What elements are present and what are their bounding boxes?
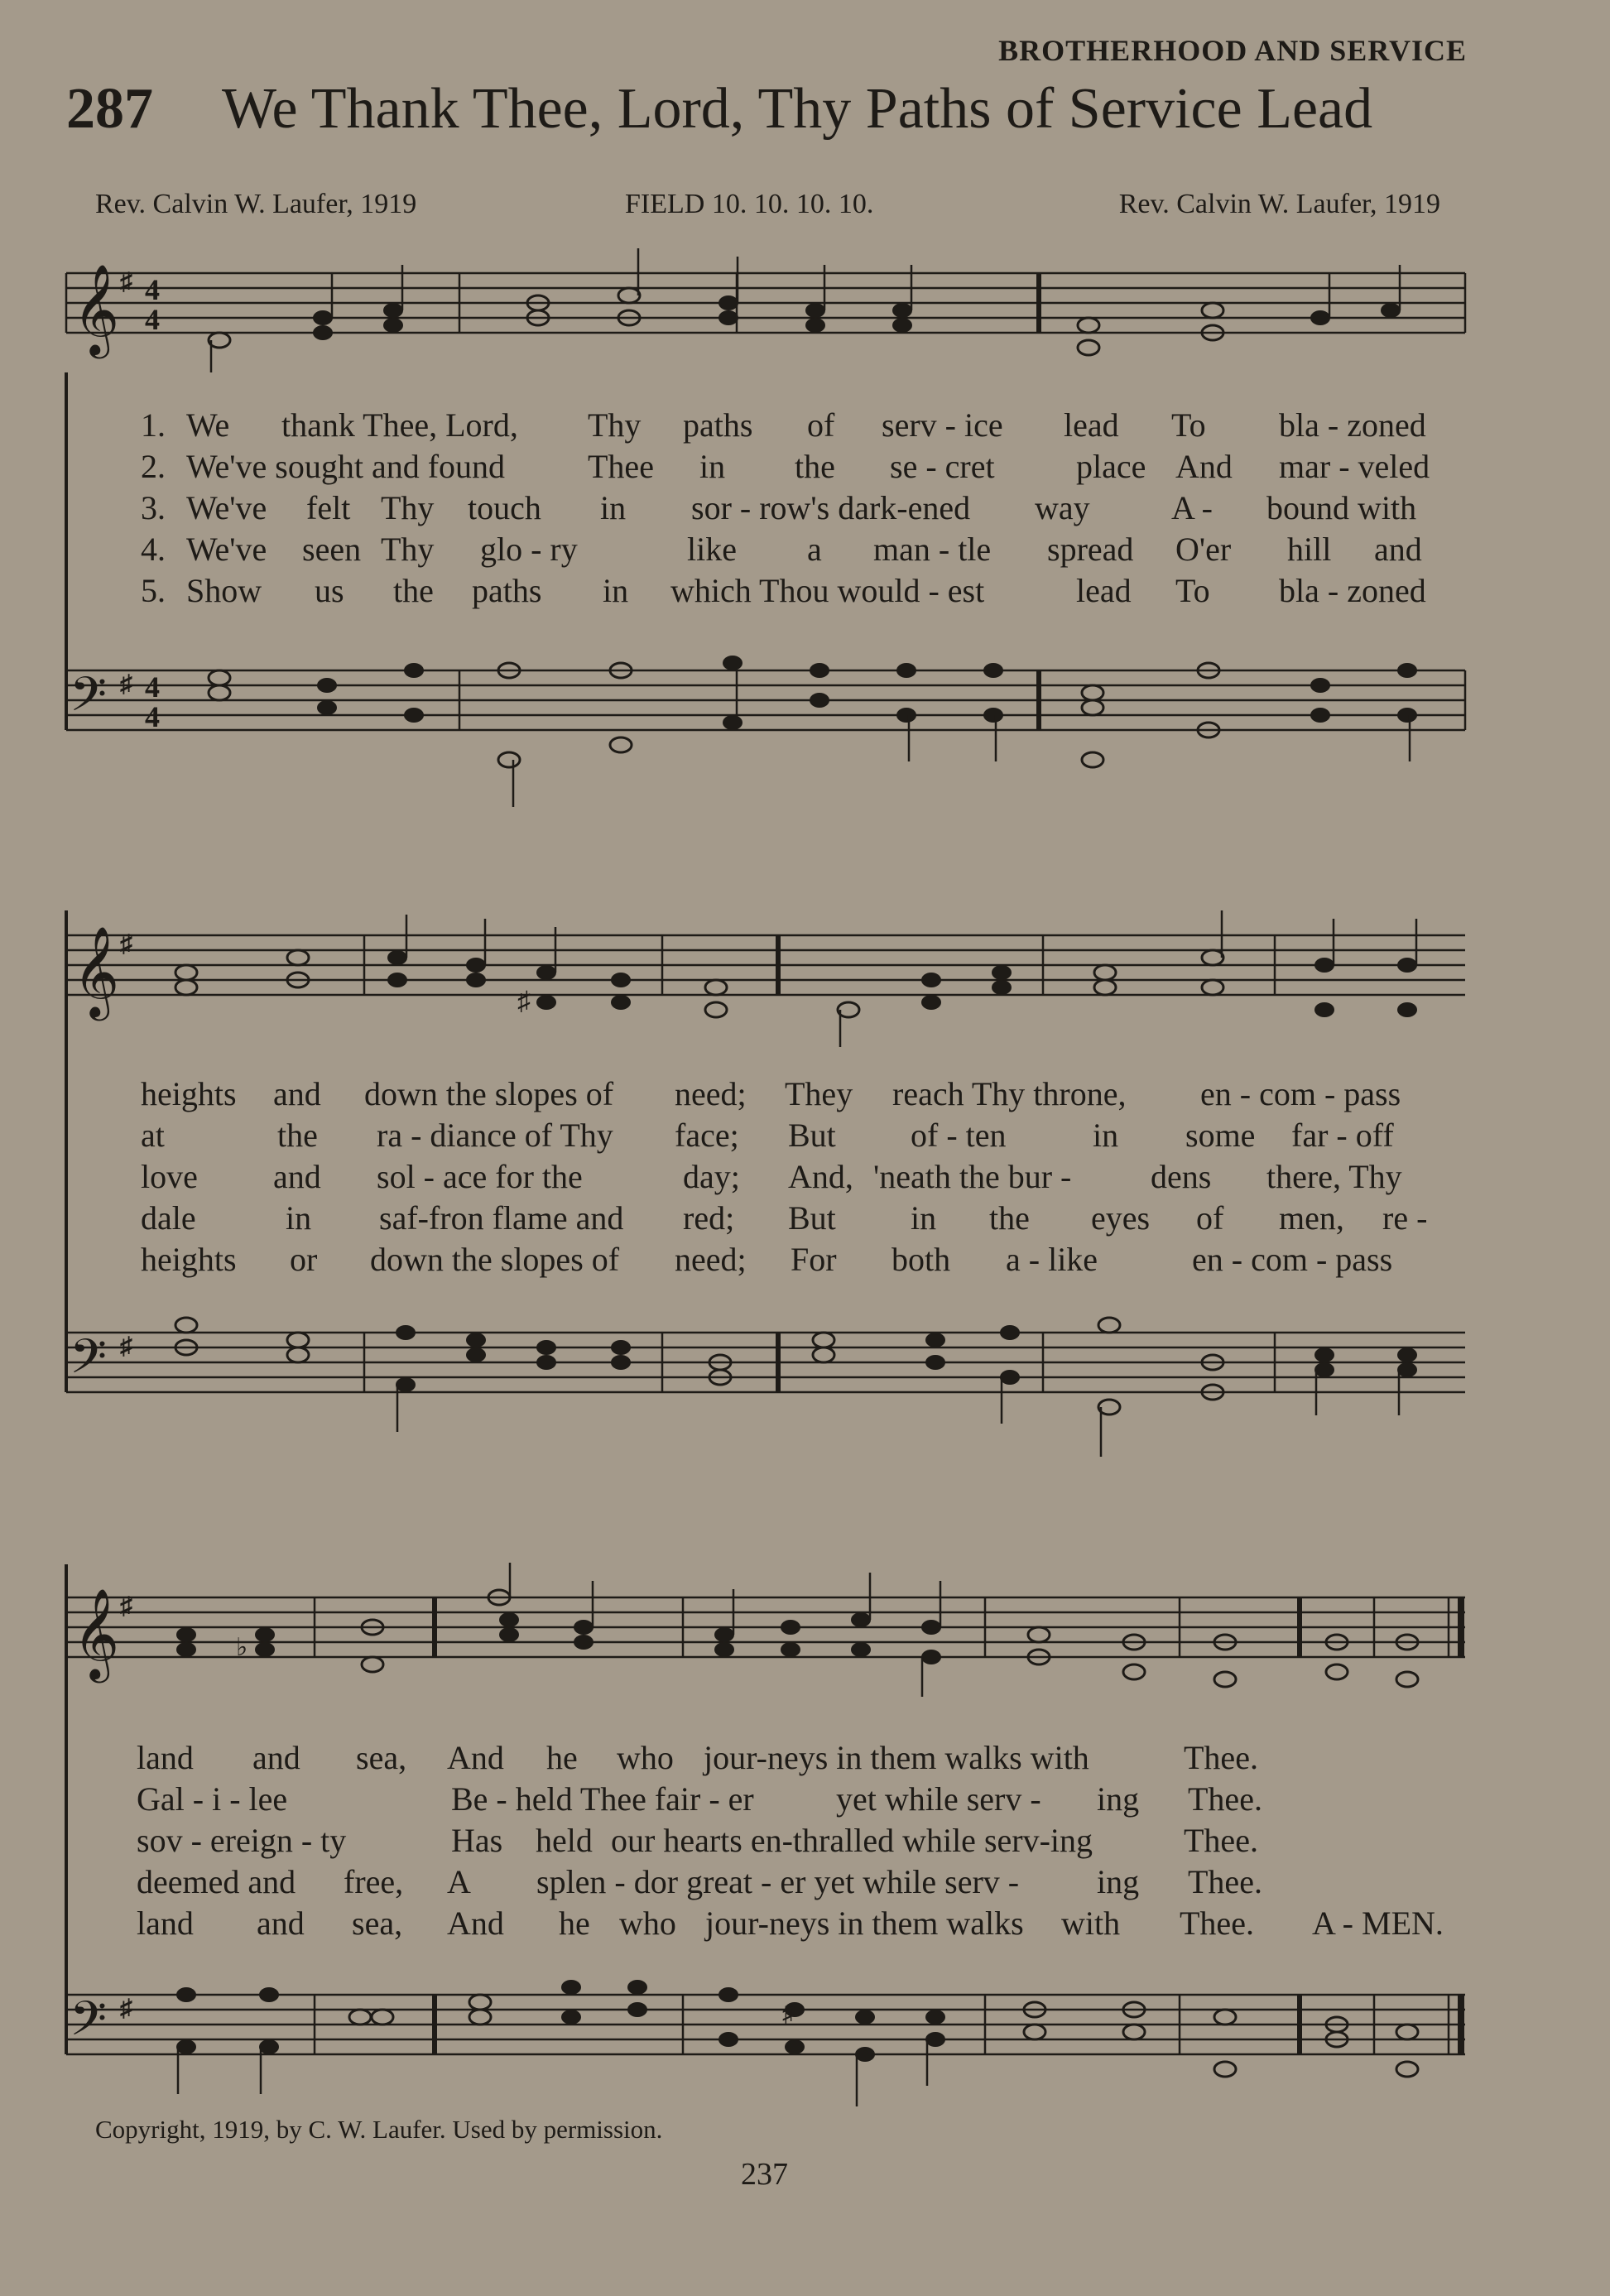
- lyric-syllable: To: [1175, 572, 1210, 609]
- lyric-syllable: en - com - pass: [1200, 1075, 1401, 1112]
- lyric-syllable: ing: [1097, 1780, 1140, 1818]
- lyric-syllable: yet while serv -: [836, 1780, 1041, 1818]
- lyric-syllable: sol - ace for the: [377, 1158, 583, 1195]
- hymn-number: 287: [66, 77, 153, 141]
- lyric-syllable: in: [911, 1199, 937, 1237]
- lyric-syllable: and: [252, 1739, 300, 1776]
- treble-clef-icon: 𝄞: [73, 928, 120, 1016]
- lyric-syllable: of - ten: [911, 1117, 1007, 1154]
- lyric-syllable: heights: [141, 1241, 237, 1278]
- verse-number: 3.: [141, 489, 166, 526]
- lyric-syllable: splen - dor great - er yet while serv -: [536, 1863, 1020, 1900]
- bass-clef-icon: 𝄢: [70, 670, 108, 733]
- lyric-syllable: the: [277, 1117, 318, 1154]
- bass-staff-system-2: [58, 1299, 1473, 1473]
- lyric-syllable: a - like: [1006, 1241, 1098, 1278]
- lyric-syllable: in: [600, 489, 627, 526]
- lyric-syllable: A: [447, 1863, 471, 1900]
- lyric-syllable: dens: [1151, 1158, 1212, 1195]
- lyric-verse-1: [0, 1738, 1610, 1780]
- amen-label: A - MEN.: [1312, 1905, 1444, 1942]
- lyric-syllable: at: [141, 1117, 165, 1154]
- lyric-syllable: And,: [788, 1158, 853, 1195]
- lyric-syllable: Thee.: [1184, 1739, 1258, 1776]
- lyric-verse-4: [0, 530, 1610, 571]
- lyric-syllable: reach Thy throne,: [892, 1075, 1127, 1112]
- bass-staff-system-3: [58, 1962, 1473, 2127]
- lyric-syllable: glo - ry: [480, 531, 578, 568]
- bass-clef-icon: 𝄢: [70, 1332, 108, 1395]
- lyric-syllable: paths: [683, 406, 753, 444]
- section-header: BROTHERHOOD AND SERVICE: [998, 34, 1467, 67]
- svg-text:♯: ♯: [120, 268, 132, 295]
- lyric-syllable: and: [273, 1158, 321, 1195]
- verse-number: 5.: [141, 572, 166, 609]
- words-credit: Rev. Calvin W. Laufer, 1919: [95, 189, 417, 219]
- lyric-syllable: A -: [1171, 489, 1213, 526]
- lyric-syllable: Thy: [381, 489, 435, 526]
- lyric-syllable: the: [989, 1199, 1030, 1237]
- lyric-syllable: Thee.: [1188, 1780, 1262, 1818]
- lyric-syllable: or: [290, 1241, 318, 1278]
- lyric-syllable: deemed and: [137, 1863, 296, 1900]
- lyric-syllable: some: [1185, 1117, 1256, 1154]
- lyric-syllable: Thy: [588, 406, 642, 444]
- lyric-syllable: sov - ereign - ty: [137, 1822, 347, 1859]
- lyric-syllable: bla - zoned: [1279, 406, 1426, 444]
- lyric-syllable: he: [559, 1905, 590, 1942]
- svg-text:4: 4: [145, 303, 160, 336]
- lyric-syllable: bound with: [1266, 489, 1417, 526]
- treble-staff-system-2: [58, 910, 1473, 1035]
- lyric-syllable: he: [546, 1739, 578, 1776]
- lyric-syllable: love: [141, 1158, 198, 1195]
- lyric-syllable: land: [137, 1739, 194, 1776]
- hymn-title: We Thank Thee, Lord, Thy Paths of Service Lead: [222, 77, 1373, 141]
- lyric-syllable: sea,: [352, 1905, 403, 1942]
- lyric-syllable: like: [687, 531, 737, 568]
- lyric-verse-3: [0, 1821, 1610, 1862]
- svg-text:4: 4: [145, 670, 160, 704]
- treble-clef-icon: 𝄞: [73, 266, 120, 353]
- lyric-syllable: held: [536, 1822, 593, 1859]
- lyric-syllable: We've: [186, 489, 267, 526]
- lyric-verse-4: [0, 1862, 1610, 1904]
- lyric-syllable: Gal - i - lee: [137, 1780, 288, 1818]
- lyric-syllable: jour-neys in them walks with: [704, 1739, 1089, 1776]
- lyric-syllable: felt: [306, 489, 351, 526]
- lyric-syllable: eyes: [1091, 1199, 1151, 1237]
- lyric-verse-2: [0, 1116, 1610, 1157]
- lyric-syllable: place: [1076, 448, 1146, 485]
- tune-name-meter: FIELD 10. 10. 10. 10.: [625, 189, 874, 219]
- svg-text:♯: ♯: [120, 1592, 132, 1620]
- lyric-verse-3: [0, 488, 1610, 530]
- lyric-syllable: sor - row's dark-ened: [691, 489, 971, 526]
- lyric-verse-3: [0, 1157, 1610, 1198]
- lyric-verse-4: [0, 1198, 1610, 1240]
- lyric-syllable: But: [788, 1199, 836, 1237]
- treble-clef-icon: 𝄞: [73, 1590, 120, 1678]
- lyric-syllable: which Thou would - est: [670, 572, 985, 609]
- lyric-syllable: the: [795, 448, 835, 485]
- lyric-syllable: who: [617, 1739, 674, 1776]
- lyric-syllable: en - com - pass: [1192, 1241, 1393, 1278]
- lyric-syllable: saf-fron flame and: [379, 1199, 624, 1237]
- treble-staff-system-1: [58, 248, 1473, 372]
- lyric-syllable: ing: [1097, 1863, 1140, 1900]
- lyric-verse-1: [0, 1074, 1610, 1116]
- lyric-syllable: 'neath the bur -: [873, 1158, 1072, 1195]
- lyric-syllable: men,: [1279, 1199, 1344, 1237]
- svg-text:♯: ♯: [517, 986, 531, 1016]
- lyric-syllable: sea,: [356, 1739, 407, 1776]
- lyric-syllable: Thee.: [1188, 1863, 1262, 1900]
- lyric-syllable: And: [447, 1905, 504, 1942]
- lyric-syllable: far - off: [1291, 1117, 1394, 1154]
- lyric-syllable: heights: [141, 1075, 237, 1112]
- lyric-syllable: But: [788, 1117, 836, 1154]
- bass-staff-system-1: [58, 637, 1473, 811]
- lyric-syllable: of: [1196, 1199, 1224, 1237]
- page-number: 237: [741, 2157, 788, 2192]
- lyric-syllable: dale: [141, 1199, 196, 1237]
- lyric-syllable: the: [393, 572, 434, 609]
- lyric-syllable: For: [791, 1241, 837, 1278]
- lyric-syllable: land: [137, 1905, 194, 1942]
- lyric-syllable: thank Thee, Lord,: [281, 406, 518, 444]
- treble-staff-system-3: [58, 1573, 1473, 1697]
- lyric-syllable: in: [286, 1199, 312, 1237]
- verse-number: 2.: [141, 448, 166, 485]
- svg-text:♯: ♯: [120, 1995, 132, 2022]
- lyric-syllable: in: [1093, 1117, 1119, 1154]
- lyric-syllable: mar - veled: [1279, 448, 1430, 485]
- lyric-syllable: paths: [472, 572, 542, 609]
- verse-number: 4.: [141, 531, 166, 568]
- svg-text:♭: ♭: [236, 1634, 248, 1661]
- lyric-syllable: ra - diance of Thy: [377, 1117, 613, 1154]
- lyric-syllable: re -: [1382, 1199, 1428, 1237]
- lyric-syllable: and: [1374, 531, 1422, 568]
- lyric-verse-1: [0, 406, 1610, 447]
- lyric-syllable: Thy: [381, 531, 435, 568]
- lyric-syllable: bla - zoned: [1279, 572, 1426, 609]
- lyric-syllable: Thee.: [1180, 1905, 1254, 1942]
- lyric-syllable: who: [619, 1905, 676, 1942]
- lyric-syllable: jour-neys in them walks: [705, 1905, 1024, 1942]
- lyric-syllable: need;: [675, 1241, 747, 1278]
- lyric-syllable: hill: [1287, 531, 1332, 568]
- lyric-syllable: Has: [451, 1822, 503, 1859]
- lyric-syllable: need;: [675, 1075, 747, 1112]
- lyric-syllable: with: [1061, 1905, 1121, 1942]
- lyric-syllable: free,: [344, 1863, 404, 1900]
- lyric-verse-5: [0, 571, 1610, 612]
- lyric-syllable: And: [447, 1739, 504, 1776]
- lyric-syllable: seen: [302, 531, 362, 568]
- lyric-syllable: serv - ice: [882, 406, 1003, 444]
- lyric-syllable: To: [1171, 406, 1206, 444]
- copyright-notice: Copyright, 1919, by C. W. Laufer. Used by permission.: [95, 2115, 663, 2144]
- lyric-syllable: lead: [1076, 572, 1132, 609]
- svg-text:♯: ♯: [120, 930, 132, 958]
- lyric-syllable: way: [1035, 489, 1090, 526]
- lyric-syllable: red;: [683, 1199, 735, 1237]
- music-credit: Rev. Calvin W. Laufer, 1919: [1118, 189, 1440, 219]
- lyric-syllable: O'er: [1175, 531, 1232, 568]
- lyric-syllable: We've sought and found: [186, 448, 506, 485]
- lyric-syllable: in: [699, 448, 726, 485]
- bass-clef-icon: 𝄢: [70, 1994, 108, 2058]
- lyric-syllable: man - tle: [873, 531, 992, 568]
- lyric-syllable: lead: [1064, 406, 1119, 444]
- lyric-syllable: down the slopes of: [370, 1241, 620, 1278]
- lyric-syllable: We've: [186, 531, 267, 568]
- svg-text:♯: ♯: [120, 670, 132, 698]
- lyric-syllable: face;: [675, 1117, 739, 1154]
- lyric-syllable: We: [186, 406, 230, 444]
- lyric-syllable: there, Thy: [1266, 1158, 1402, 1195]
- svg-text:♯: ♯: [120, 1333, 132, 1360]
- lyric-syllable: and: [273, 1075, 321, 1112]
- lyric-syllable: and: [257, 1905, 305, 1942]
- lyric-verse-5: [0, 1904, 1610, 1945]
- lyric-syllable: Thee.: [1184, 1822, 1258, 1859]
- lyric-syllable: of: [807, 406, 835, 444]
- verse-number: 1.: [141, 406, 166, 444]
- lyric-syllable: us: [315, 572, 344, 609]
- lyric-syllable: our hearts en-thralled while serv-ing: [611, 1822, 1093, 1859]
- lyric-verse-2: [0, 1780, 1610, 1821]
- lyric-syllable: Show: [186, 572, 262, 609]
- svg-text:♯: ♯: [782, 2000, 795, 2027]
- lyric-syllable: in: [603, 572, 629, 609]
- svg-text:4: 4: [145, 273, 160, 306]
- lyric-syllable: Be - held Thee fair - er: [451, 1780, 754, 1818]
- lyric-syllable: And: [1175, 448, 1233, 485]
- lyric-syllable: down the slopes of: [364, 1075, 614, 1112]
- lyric-syllable: both: [892, 1241, 951, 1278]
- lyric-syllable: se - cret: [890, 448, 995, 485]
- lyric-syllable: Thee: [588, 448, 654, 485]
- lyric-syllable: They: [785, 1075, 853, 1112]
- lyric-verse-5: [0, 1240, 1610, 1281]
- lyric-syllable: touch: [468, 489, 541, 526]
- lyric-verse-2: [0, 447, 1610, 488]
- lyric-syllable: spread: [1047, 531, 1134, 568]
- lyric-syllable: a: [807, 531, 822, 568]
- svg-text:4: 4: [145, 700, 160, 733]
- lyric-syllable: day;: [683, 1158, 740, 1195]
